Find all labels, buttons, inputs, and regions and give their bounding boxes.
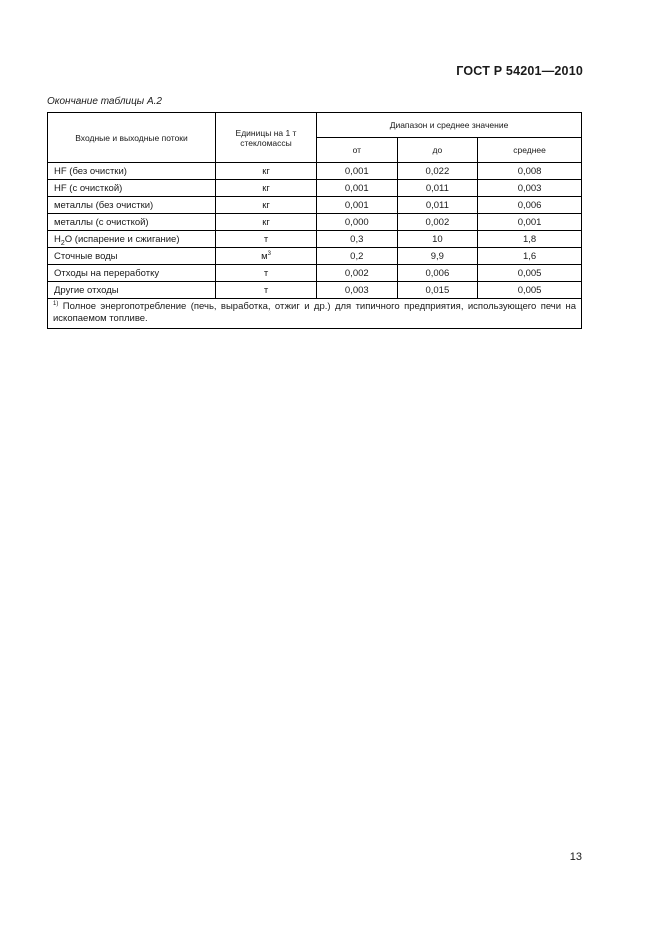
row-to: 0,006 [397,265,478,282]
row-unit: кг [216,197,317,214]
row-avg: 0,008 [478,163,582,180]
unit-superscript: 3 [267,250,271,257]
row-from: 0,001 [317,197,398,214]
row-unit [216,248,317,265]
header-flows: Входные и выходные потоки [48,113,216,163]
header-from: от [317,138,398,163]
row-to: 0,015 [397,282,478,299]
table-row [48,214,582,231]
row-name: Сточные воды [48,248,216,265]
row-unit: т [216,231,317,248]
header-to: до [397,138,478,163]
header-avg: среднее [478,138,582,163]
row-name: металлы (без очистки) [48,197,216,214]
row-avg: 0,005 [478,282,582,299]
formula-subscript: 2 [60,239,65,247]
row-unit: т [216,265,317,282]
table-row [48,282,582,299]
row-to: 0,022 [397,163,478,180]
row-avg: 0,003 [478,180,582,197]
row-from: 0,2 [317,248,398,265]
row-to: 10 [397,231,478,248]
header-units: Единицы на 1 т стекломассы [216,113,317,163]
data-table [47,112,582,329]
row-avg: 0,006 [478,197,582,214]
row-to: 9,9 [397,248,478,265]
row-name: HF (без очистки) [48,163,216,180]
table-row [48,248,582,265]
row-from: 0,001 [317,180,398,197]
row-unit: кг [216,180,317,197]
row-to: 0,002 [397,214,478,231]
row-to: 0,011 [397,197,478,214]
footnote-text: Полное энергопотребление (печь, выработка, отжиг и др.) для типичного предприятия, использующего печи на ископаемом топливе. [53,301,576,324]
row-from: 0,001 [317,163,398,180]
document-code: ГОСТ Р 54201—2010 [456,64,583,78]
row-unit: т [216,282,317,299]
table-footnote-row [48,299,582,329]
row-unit: кг [216,163,317,180]
table-row [48,180,582,197]
formula-rest: O (испарение и сжигание) [64,233,180,245]
row-to: 0,011 [397,180,478,197]
formula-h: H [54,233,61,245]
row-name: Другие отходы [48,282,216,299]
row-name [48,231,216,248]
page-number: 13 [569,851,582,863]
table-caption: Окончание таблицы А.2 [47,96,162,107]
row-from: 0,3 [317,231,398,248]
row-name: Отходы на переработку [48,265,216,282]
row-from: 0,002 [317,265,398,282]
row-avg: 1,6 [478,248,582,265]
table-row [48,265,582,282]
table-header-row [48,113,582,138]
table-row [48,231,582,248]
table-row [48,197,582,214]
row-unit: кг [216,214,317,231]
table-footnote [48,299,582,329]
row-avg: 0,005 [478,265,582,282]
header-range: Диапазон и среднее значение [317,113,582,138]
row-name: HF (с очисткой) [48,180,216,197]
row-from: 0,000 [317,214,398,231]
row-from: 0,003 [317,282,398,299]
footnote-mark: 1) [53,300,59,307]
unit-base: м [261,250,268,262]
row-avg: 0,001 [478,214,582,231]
table-row [48,163,582,180]
row-name: металлы (с очисткой) [48,214,216,231]
row-avg: 1,8 [478,231,582,248]
